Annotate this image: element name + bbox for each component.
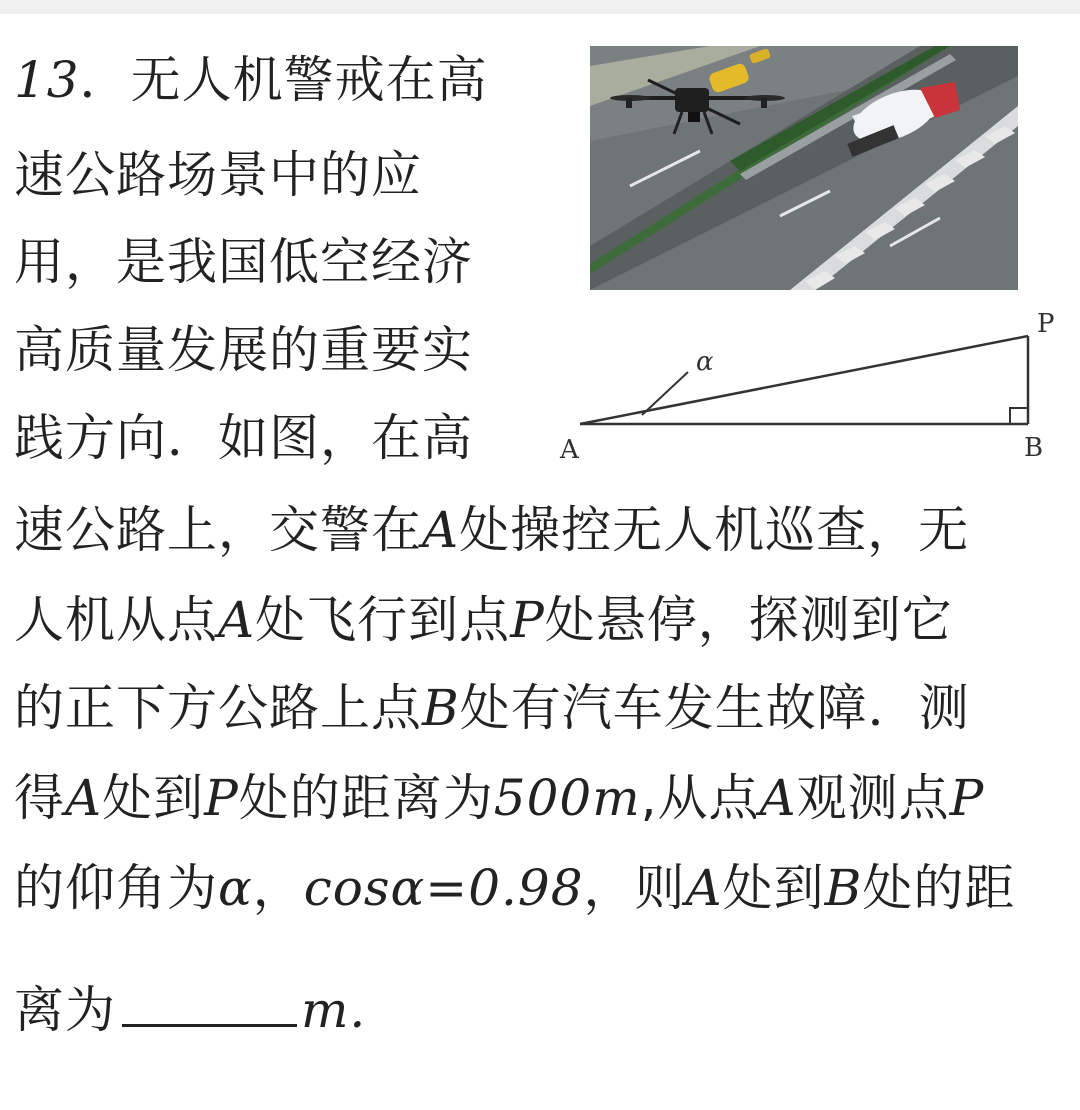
problem-line-5 — [14, 408, 473, 468]
text-segment: 离为 — [14, 981, 116, 1039]
text-segment: ，则 — [583, 859, 686, 917]
text-segment: 观测点 — [796, 769, 950, 827]
triangle-svg — [550, 300, 1070, 475]
var-a: A — [422, 501, 460, 559]
var-p: P — [949, 769, 985, 827]
problem-line-4 — [14, 320, 473, 380]
problem-text-5: 践方向．如图，在高 — [14, 409, 473, 467]
text-segment: 处悬停，探测到它 — [544, 591, 953, 649]
triangle-diagram — [550, 300, 1070, 475]
var-p: P — [204, 769, 239, 827]
cos-expression: cosα=0.98 — [303, 859, 584, 917]
label-b: B — [1024, 433, 1044, 463]
photo-illustration — [590, 46, 1018, 290]
text-segment: 的正下方公路上点 — [14, 679, 422, 737]
problem-line-6 — [14, 500, 969, 560]
problem-text-4: 高质量发展的重要实 — [14, 321, 473, 379]
var-p: P — [510, 591, 545, 649]
text-segment: 处到 — [722, 859, 825, 917]
problem-line-2 — [14, 145, 422, 205]
problem-line-1 — [14, 50, 488, 110]
label-p: P — [1037, 309, 1055, 339]
text-segment: 处的距 — [862, 859, 1016, 917]
text-segment: ,从点 — [640, 769, 760, 827]
right-angle-mark — [1010, 408, 1028, 424]
text-segment: 处操控无人机巡查，无 — [459, 501, 970, 559]
label-a: A — [560, 435, 579, 465]
var-b: B — [422, 679, 460, 737]
var-b: B — [824, 859, 863, 917]
var-alpha: α — [218, 859, 253, 917]
problem-number: 13 — [14, 51, 80, 109]
problem-text-1: ．无人机警戒在高 — [79, 51, 488, 109]
problem-line-11 — [14, 980, 366, 1040]
var-a: A — [685, 859, 723, 917]
top-bar — [0, 0, 1080, 14]
text-segment: 处飞行到点 — [255, 591, 511, 649]
var-a: A — [759, 769, 797, 827]
problem-text-3: 用，是我国低空经济 — [14, 233, 473, 291]
problem-line-7 — [14, 590, 953, 650]
text-segment: 人机从点 — [14, 591, 218, 649]
answer-blank[interactable] — [122, 986, 297, 1027]
drone-highway-photo — [590, 46, 1018, 290]
text-segment: 处到 — [102, 769, 205, 827]
problem-line-10 — [14, 858, 1015, 918]
problem-text-2: 速公路场景中的应 — [14, 146, 422, 204]
problem-line-9 — [14, 768, 984, 828]
var-a: A — [65, 769, 103, 827]
label-alpha: α — [696, 347, 714, 377]
distance-value: 500m — [493, 769, 641, 827]
text-segment: 的仰角为 — [14, 859, 218, 917]
problem-line-8 — [14, 678, 970, 738]
var-a: A — [218, 591, 256, 649]
text-segment: 得 — [14, 769, 65, 827]
text-segment: 处有汽车发生故障．测 — [459, 679, 970, 737]
text-segment: 速公路上，交警在 — [14, 501, 422, 559]
text-segment: ， — [252, 859, 304, 917]
problem-line-3 — [14, 232, 473, 292]
unit-m: m. — [301, 981, 367, 1039]
text-segment: 处的距离为 — [238, 769, 494, 827]
